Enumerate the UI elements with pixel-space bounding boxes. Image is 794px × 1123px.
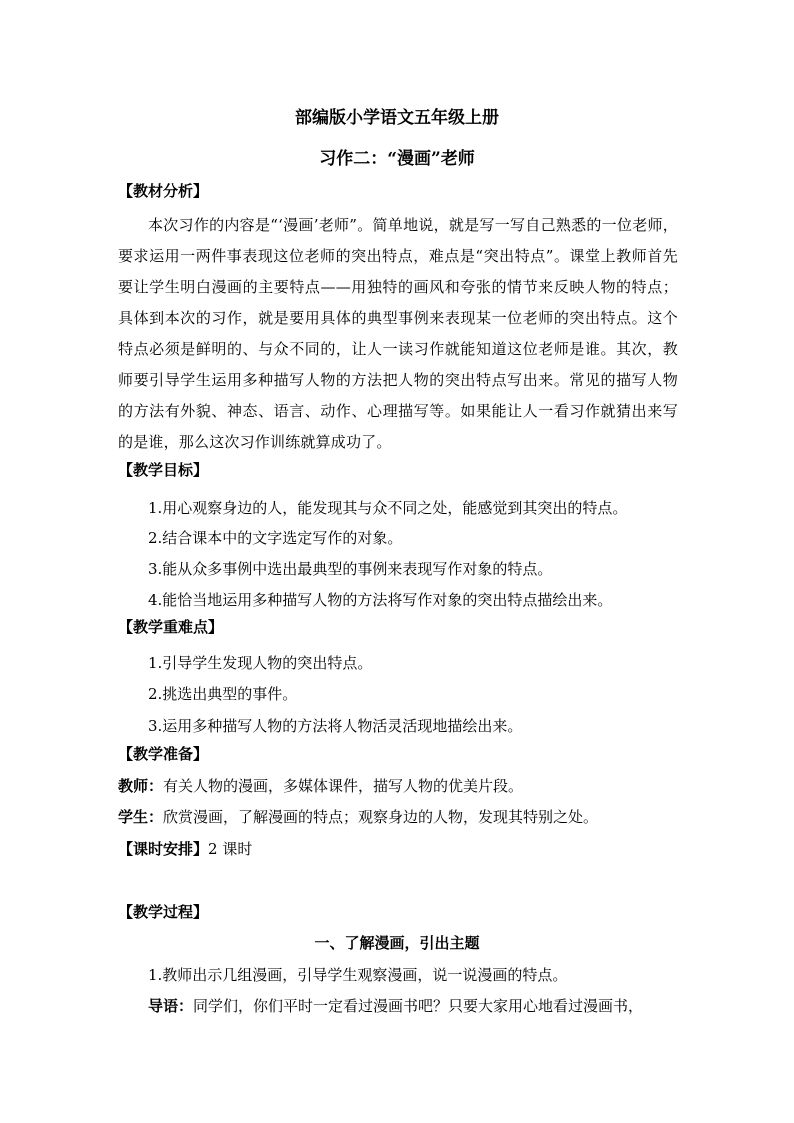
key-point-item: 2.挑选出典型的事件。 [148,685,298,703]
heading-key-points: 【教学重难点】 [118,618,224,636]
heading-process: 【教学过程】 [118,903,209,921]
preparation-teacher [118,775,523,797]
schedule-text: 2 课时 [208,840,253,858]
goal-item: 4.能恰当地运用多种描写人物的方法将写作对象的突出特点描绘出来。 [148,591,613,609]
analysis-paragraph: 本次习作的内容是“‘漫画’老师”。简单地说，就是写一写自己熟悉的一位老师，要求运用一两件事表现这位老师的突出特点，难点是“突出特点”。课堂上教师首先要让学生明白漫画的主要特点——用独特的画风和夸张的情节来反映人物的特点；具体到本次的习作，就是要用具体的典型事例来表现某一位老师的突出特点。这个特点必须是鲜明的、与众不同的，让人一读习作就能知道这位老师是谁。其次，教师要引导学生运用多种描写人物的方法把人物的突出特点写出来。常见的描写人物的方法有外貌、神态、语言、动作、心理描写等。如果能让人一看习作就猜出来写的是谁，那么这次习作训练就算成功了。 [118,216,678,451]
heading-goals: 【教学目标】 [118,461,209,479]
process-section-title: 一、了解漫画，引出主题 [314,934,480,952]
goal-item: 3.能从众多事例中选出最典型的事例来表现写作对象的特点。 [148,560,553,578]
heading-schedule: 【课时安排】 [118,840,209,858]
teacher-text: 有关人物的漫画，多媒体课件，描写人物的优美片段。 [163,777,524,795]
student-label: 学生： [118,808,164,826]
intro-text: 同学们，你们平时一定看过漫画书吧？只要大家用心地看过漫画书， [193,997,644,1015]
process-step: 1.教师出示几组漫画，引导学生观察漫画，说一说漫画的特点。 [148,966,568,984]
intro-label: 导语： [148,997,194,1015]
document-subtitle: 习作二：“漫画”老师 [319,149,475,169]
heading-analysis: 【教材分析】 [118,182,209,200]
process-intro [148,995,643,1017]
preparation-student [118,806,598,828]
student-text: 欣赏漫画，了解漫画的特点；观察身边的人物，发现其特别之处。 [163,808,599,826]
key-point-item: 3.运用多种描写人物的方法将人物活灵活现地描绘出来。 [148,717,523,735]
goal-item: 2.结合课本中的文字选定写作的对象。 [148,529,403,547]
heading-preparation: 【教学准备】 [118,745,209,763]
schedule-line [118,838,252,860]
key-point-item: 1.引导学生发现人物的突出特点。 [148,654,373,672]
teacher-label: 教师： [118,777,164,795]
goal-item: 1.用心观察身边的人，能发现其与众不同之处，能感觉到其突出的特点。 [148,499,628,517]
document-title: 部编版小学语文五年级上册 [295,108,499,128]
